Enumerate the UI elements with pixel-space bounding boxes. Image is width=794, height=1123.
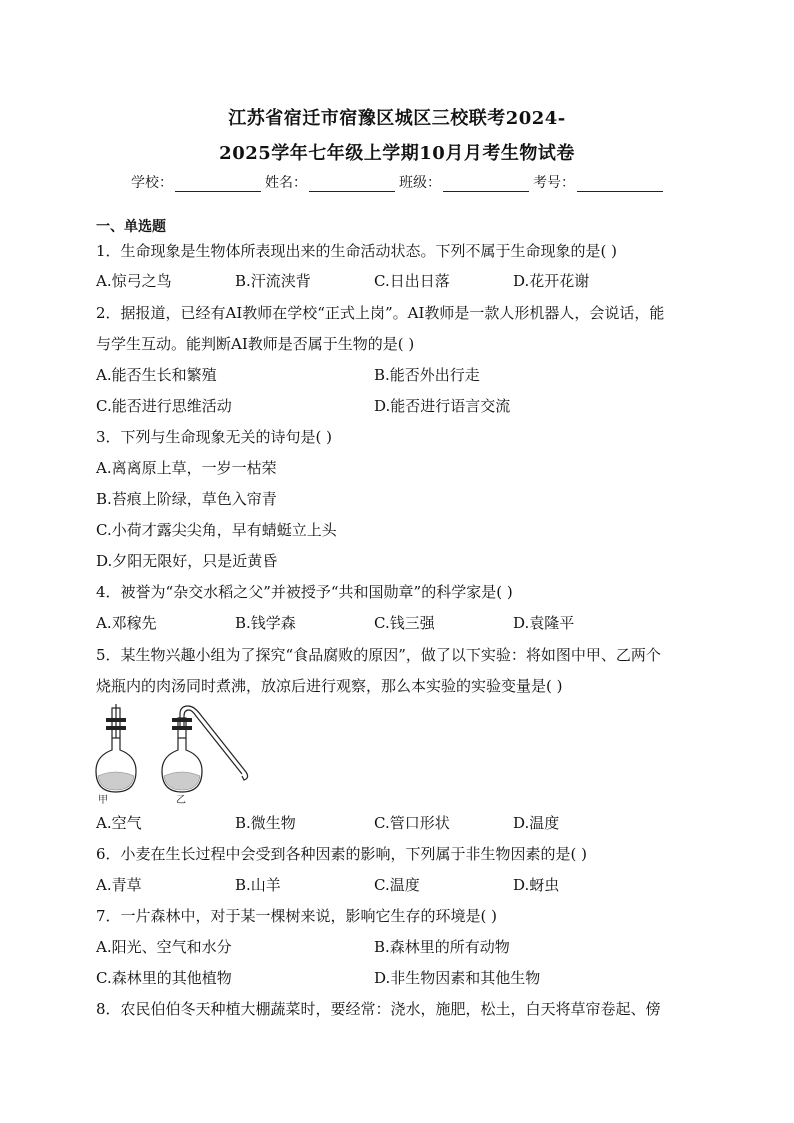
question-7-options-row1 bbox=[96, 936, 716, 957]
question-6-options bbox=[96, 874, 716, 895]
flask-yi bbox=[162, 706, 248, 792]
option-b[interactable]: B.森林里的所有动物 bbox=[374, 938, 510, 956]
question-3-option-b[interactable]: B.苔痕上阶绿，草色入帘青 bbox=[96, 490, 277, 508]
question-2-stem-line2: 与学生互动。能判断AI教师是否属于生物的是( ) bbox=[96, 335, 415, 353]
option-a[interactable]: A.青草 bbox=[96, 876, 142, 894]
option-b[interactable]: B.山羊 bbox=[235, 876, 281, 894]
option-a[interactable]: A.邓稼先 bbox=[96, 614, 157, 632]
option-b[interactable]: B.钱学森 bbox=[235, 614, 296, 632]
option-d[interactable]: D.非生物因素和其他生物 bbox=[374, 969, 541, 987]
exam-number-field: 考号： bbox=[533, 172, 663, 192]
question-5-options bbox=[96, 812, 716, 833]
question-3-option-d[interactable]: D.夕阳无限好，只是近黄昏 bbox=[96, 552, 278, 570]
exam-title-line2: 2025学年七年级上学期10月月考生物试卷 bbox=[219, 143, 575, 164]
option-a[interactable]: A.阳光、空气和水分 bbox=[96, 938, 232, 956]
question-2-options-row1 bbox=[96, 364, 716, 385]
option-c[interactable]: C.森林里的其他植物 bbox=[96, 969, 232, 987]
question-5-stem-line2: 烧瓶内的肉汤同时煮沸，放凉后进行观察，那么本实验的实验变量是( ) bbox=[96, 677, 563, 695]
option-c[interactable]: C.管口形状 bbox=[374, 814, 450, 832]
option-d[interactable]: D.袁隆平 bbox=[513, 614, 575, 632]
section-title: 一、单选题 bbox=[96, 219, 166, 235]
name-blank[interactable] bbox=[309, 175, 395, 192]
question-4-options bbox=[96, 612, 716, 633]
class-field: 班级： bbox=[399, 172, 529, 192]
question-2-stem-line1: 2．据报道，已经有AI教师在学校“正式上岗”。AI教师是一款人形机器人，会说话，能 bbox=[96, 304, 665, 322]
question-4-stem: 4．被誉为“杂交水稻之父”并被授予“共和国勋章”的科学家是( ) bbox=[96, 583, 513, 601]
option-c[interactable]: C.温度 bbox=[374, 876, 420, 894]
option-b[interactable]: B.微生物 bbox=[235, 814, 296, 832]
class-blank[interactable] bbox=[443, 175, 529, 192]
question-8-stem: 8．农民伯伯冬天种植大棚蔬菜时，要经常：浇水，施肥，松土，白天将草帘卷起、傍 bbox=[96, 1000, 661, 1018]
exam-number-blank[interactable] bbox=[577, 175, 663, 192]
school-blank[interactable] bbox=[175, 175, 261, 192]
question-7-options-row2 bbox=[96, 967, 716, 988]
question-7-stem: 7．一片森林中，对于某一棵树来说，影响它生存的环境是( ) bbox=[96, 907, 498, 925]
option-b[interactable]: B.汗流浃背 bbox=[235, 272, 311, 290]
question-1-stem: 1．生命现象是生物体所表现出来的生命活动状态。下列不属于生命现象的是( ) bbox=[96, 242, 618, 260]
flask-label-jia: 甲 bbox=[98, 795, 108, 804]
flask-experiment-figure bbox=[92, 704, 267, 804]
exam-title-line1: 江苏省宿迁市宿豫区城区三校联考2024- bbox=[228, 108, 566, 129]
name-field: 姓名： bbox=[265, 172, 395, 192]
question-5-stem-line1: 5．某生物兴趣小组为了探究“食品腐败的原因”，做了以下实验：将如图中甲、乙两个 bbox=[96, 646, 661, 664]
question-6-stem: 6．小麦在生长过程中会受到各种因素的影响，下列属于非生物因素的是( ) bbox=[96, 845, 588, 863]
option-a[interactable]: A.能否生长和繁殖 bbox=[96, 366, 217, 384]
option-d[interactable]: D.花开花谢 bbox=[513, 272, 590, 290]
flask-jia bbox=[96, 704, 136, 792]
option-d[interactable]: D.蚜虫 bbox=[513, 876, 560, 894]
flask-label-yi: 乙 bbox=[176, 795, 186, 804]
option-b[interactable]: B.能否外出行走 bbox=[374, 366, 480, 384]
question-3-stem: 3．下列与生命现象无关的诗句是( ) bbox=[96, 428, 333, 446]
question-3-option-c[interactable]: C.小荷才露尖尖角，早有蜻蜓立上头 bbox=[96, 521, 337, 539]
option-a[interactable]: A.惊弓之鸟 bbox=[96, 272, 172, 290]
option-d[interactable]: D.能否进行语言交流 bbox=[374, 397, 511, 415]
question-1-options bbox=[96, 270, 716, 291]
option-d[interactable]: D.温度 bbox=[513, 814, 560, 832]
option-c[interactable]: C.日出日落 bbox=[374, 272, 450, 290]
question-2-options-row2 bbox=[96, 395, 716, 416]
student-info-row bbox=[0, 172, 794, 192]
school-field: 学校： bbox=[131, 172, 261, 192]
option-c[interactable]: C.能否进行思维活动 bbox=[96, 397, 232, 415]
option-c[interactable]: C.钱三强 bbox=[374, 614, 435, 632]
option-a[interactable]: A.空气 bbox=[96, 814, 142, 832]
question-3-option-a[interactable]: A.离离原上草，一岁一枯荣 bbox=[96, 459, 277, 477]
